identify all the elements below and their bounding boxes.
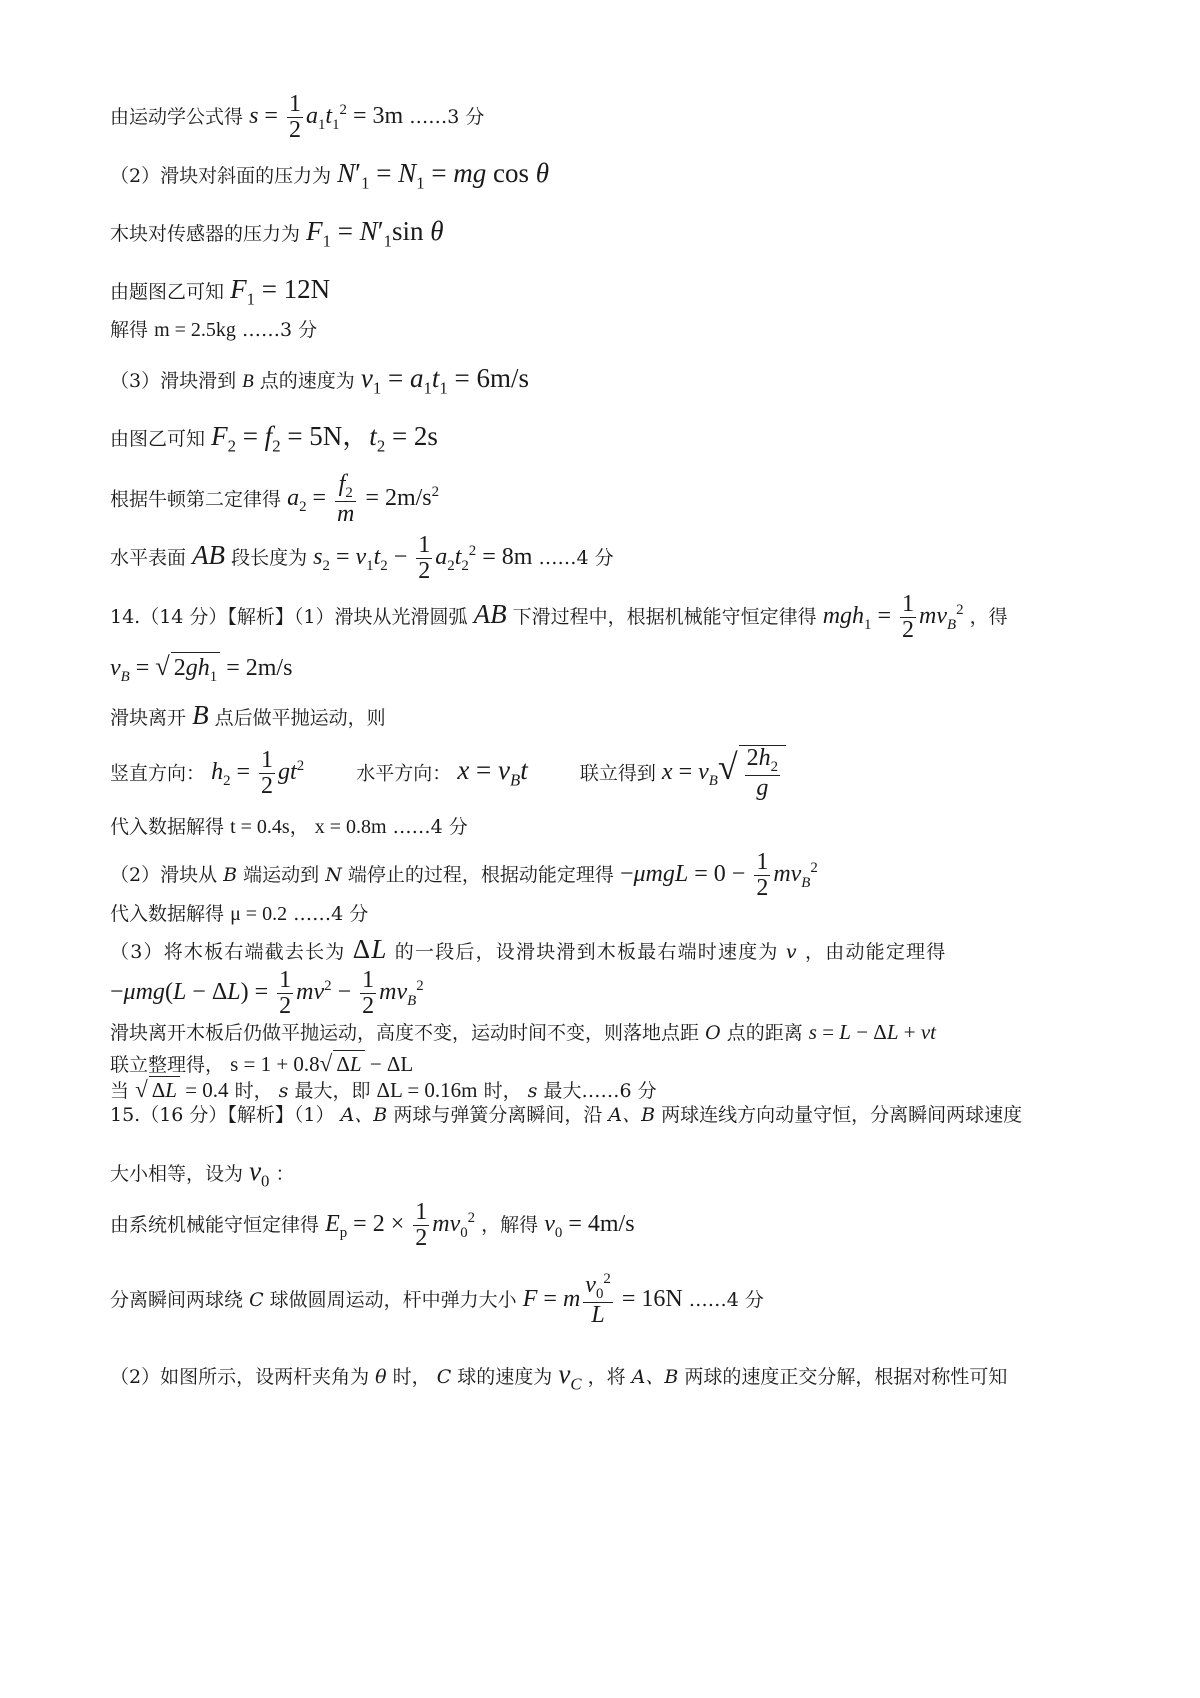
text: ，得 (969, 606, 1008, 629)
text: 两球连线方向动量守恒，分离瞬间两球速度 (661, 1104, 1023, 1126)
line-f2: 由图乙可知 $F_2 = f_2 = 5N$，$t_2 = 2s$ (110, 421, 438, 456)
text: 点的速度为 (259, 370, 355, 392)
dl-value: ΔL = 0.16m (376, 1078, 478, 1102)
score: ……4 分 (392, 816, 468, 838)
fraction: $\frac{v_0^2}{L}$ (585, 1271, 611, 1329)
text: 代入数据解得 (110, 903, 225, 925)
text: 时， (234, 1080, 273, 1102)
fraction: $\frac{1}{2}$ (418, 532, 431, 585)
text: 由系统机械能守恒定律得 (110, 1214, 320, 1237)
text: 滑块离开 (110, 707, 187, 729)
text: 最大，即 (294, 1080, 371, 1102)
text: 由图乙可知 (110, 428, 206, 450)
text: （2）滑块从 (110, 864, 218, 887)
text: ，将 (587, 1366, 626, 1388)
line-speed-b: （3）滑块滑到 B 点的速度为 $v_1 = a_1t_1 = 6m/s$ (110, 363, 529, 398)
text: ： (275, 1163, 295, 1185)
line-newton: 根据牛顿第二定律得 $a_2$ = $\frac{f_2}{m}$ = $2m/s^2$ (110, 471, 440, 528)
line-energy-eq: −μmg(L − ΔL) = $\frac{1}{2}$ $mv^2$ − $\frac{1}{2}$ $mv_B^2$ (110, 967, 424, 1020)
text: 当 (110, 1080, 130, 1102)
fraction: $\frac{1}{2}$ (415, 1199, 428, 1252)
text: ，解得 (481, 1214, 539, 1237)
fraction: $\frac{1}{2}$ (288, 91, 301, 144)
text: （3）滑块滑到 (110, 370, 237, 392)
text: 端运动到 (243, 864, 320, 887)
text: 点后做平抛运动，则 (214, 707, 386, 729)
line-t-x: 代入数据解得 t = 0.4s， x = 0.8m ……4 分 (110, 816, 468, 838)
text: 最大……6 分 (543, 1080, 657, 1102)
text: 竖直方向： (110, 762, 206, 785)
text: 两球的速度正交分解，根据对称性可知 (684, 1366, 1008, 1388)
text: 联立得到 (579, 762, 656, 785)
line-mu (110, 902, 1110, 927)
s-value: 3m (372, 103, 404, 130)
line-angle: （2）如图所示，设两杆夹角为 θ 时， C 球的速度为 $v_C$ ，将 A、B 两球的速度正交分解，根据对称性可知 (110, 1359, 1008, 1394)
text: 水平表面 (110, 547, 187, 570)
fraction: $\frac{2h_2}{g}$ (746, 745, 779, 802)
f1-value: 12N (283, 274, 331, 304)
vb-value: 2m/s (245, 655, 293, 681)
line-maximum: 当 √ ΔL = 0.4 时， s 最大，即 ΔL = 0.16m 时， s 最大……6 分 (110, 1076, 657, 1102)
mass-value: m = 2.5kg (154, 319, 236, 341)
line-cut-board: （3）将木板右端截去长为 ΔL 的一段后，设滑块滑到木板最右端时速度为 v ，由动能定理得 (110, 934, 947, 964)
text: 15.（16 分）【解析】（1） (110, 1104, 335, 1126)
line-sensor-force: 木块对传感器的压力为 $F_1 = N'_1\sin$ θ (110, 216, 444, 251)
score: ……3 分 (241, 319, 318, 341)
text: 球做圆周运动，杆中弹力大小 (269, 1288, 517, 1311)
text: 端停止的过程，根据动能定理得 (347, 864, 614, 887)
line-f1: 由题图乙可知 $F_1 = 12N$ (110, 274, 331, 309)
line-projectile: 滑块离开 B 点后做平抛运动，则 (110, 700, 386, 730)
text: 14.（14 分）【解析】（1）滑块从光滑圆弧 (110, 606, 468, 629)
text: 时， (483, 1080, 522, 1102)
t-value: t = 0.4s (230, 816, 290, 838)
text: ，由动能定理得 (805, 941, 947, 963)
f2-value: 5N (309, 421, 343, 451)
text: 根据牛顿第二定律得 (110, 488, 282, 511)
q15-heading: 15.（16 分）【解析】（1） A、B 两球与弹簧分离瞬间，沿 A、B 两球连线方向动量守恒，分离瞬间两球速度 (110, 1104, 1023, 1126)
text: 球的速度为 (457, 1366, 553, 1388)
score: ……4 分 (293, 903, 369, 925)
line-energy-conservation: 由系统机械能守恒定律得 $E_p = 2$ × $\frac{1}{2}$ $mv_0^2$ ，解得 $v_0 = 4m/s$ (110, 1199, 635, 1252)
text: 由题图乙可知 (110, 281, 225, 303)
a2-value: 2m/s (384, 485, 432, 512)
line-work-energy: （2）滑块从 B 端运动到 N 端停止的过程，根据动能定理得 −μmgL = 0 − $\frac{1}{2}$ $mv_B^2$ (110, 849, 818, 902)
text: 水平方向： (356, 762, 452, 785)
v0-value: 4m/s (587, 1211, 635, 1238)
line-ab-length: 水平表面 AB 段长度为 $s_2 = v_1t_2$ − $\frac{1}{2}$ $a_2t_2^2 = 8m$ ……4 分 (110, 532, 614, 585)
t2-value: 2s (413, 421, 438, 451)
text: 时， (392, 1366, 431, 1388)
text: 滑块离开木板后仍做平抛运动，高度不变，运动时间不变，则落地点距 (110, 1022, 700, 1044)
mu-value: μ = 0.2 (230, 903, 288, 925)
text: 两球与弹簧分离瞬间，沿 (393, 1104, 603, 1126)
text: 由运动学公式得 (110, 106, 244, 129)
fraction: $\frac{1}{2}$ (362, 967, 375, 1020)
text: 段长度为 (231, 547, 308, 570)
text: 下滑过程中，根据机械能守恒定律得 (512, 606, 817, 629)
score: ……3 分 (409, 106, 485, 129)
line-vb: $v_B$ = √ $2gh_1 = 2m/s$ (110, 651, 293, 685)
f-value: 16N (641, 1285, 683, 1312)
line-normal-force: （2）滑块对斜面的压力为 $N'_1 = N_1$ = mg cos θ (110, 158, 550, 193)
text: 代入数据解得 (110, 816, 225, 838)
text: 联立整理得， (110, 1054, 225, 1076)
text: 点的距离 (726, 1022, 803, 1044)
v1-value: 6m/s (476, 363, 529, 393)
text: 分离瞬间两球绕 (110, 1288, 244, 1311)
s2-value: 8m (501, 544, 533, 571)
fraction: $\frac{1}{2}$ (279, 967, 292, 1020)
text: 大小相等，设为 (110, 1163, 244, 1185)
x-value: x = 0.8m (314, 816, 387, 838)
q14-heading: 14.（14 分）【解析】（1）滑块从光滑圆弧 AB 下滑过程中，根据机械能守恒定律得 mgh$_1$ = $\frac{1}{2}$ $mv_B^2$ ，得 (110, 591, 1008, 644)
text: 木块对传感器的压力为 (110, 223, 301, 245)
text: （2）滑块对斜面的压力为 (110, 165, 332, 187)
line-directions: 竖直方向： $h_2$ = $\frac{1}{2}$ $gt^2$ 水平方向： $x = v_Bt$ 联立得到 $x = v_B√$ $\frac{2h_2}{g}$ (110, 745, 1110, 802)
text: （3）将木板右端截去长为 (110, 941, 346, 963)
fraction: $\frac{1}{2}$ (902, 591, 915, 644)
fraction: $\frac{f_2}{m}$ (337, 471, 355, 528)
line-kinematics: 由运动学公式得 s = $\frac{1}{2}$ $a_1t_1^2 = 3m$ ……3 分 (110, 91, 485, 144)
line-landing-distance: 滑块离开木板后仍做平抛运动，高度不变，运动时间不变，则落地点距 O 点的距离 s = L − ΔL + vt (110, 1020, 937, 1044)
text: （2）如图所示，设两杆夹角为 (110, 1366, 370, 1388)
line-v0: 大小相等，设为 $v_0$ ： (110, 1156, 295, 1191)
line-mass (110, 318, 1110, 343)
text: 的一段后，设滑块滑到木板最右端时速度为 (394, 941, 779, 963)
line-rod-force: 分离瞬间两球绕 C 球做圆周运动，杆中弹力大小 F = m $\frac{v_0^2}{L}$ = 16N ……4 分 (110, 1271, 764, 1329)
line-combined: 联立整理得， s = 1 + 0.8√ ΔL − ΔL (110, 1050, 414, 1076)
fraction: $\frac{1}{2}$ (756, 849, 769, 902)
score: ……4 分 (688, 1288, 764, 1311)
text: 解得 (110, 319, 149, 341)
fraction: $\frac{1}{2}$ (261, 747, 274, 800)
score: ……4 分 (538, 547, 614, 570)
